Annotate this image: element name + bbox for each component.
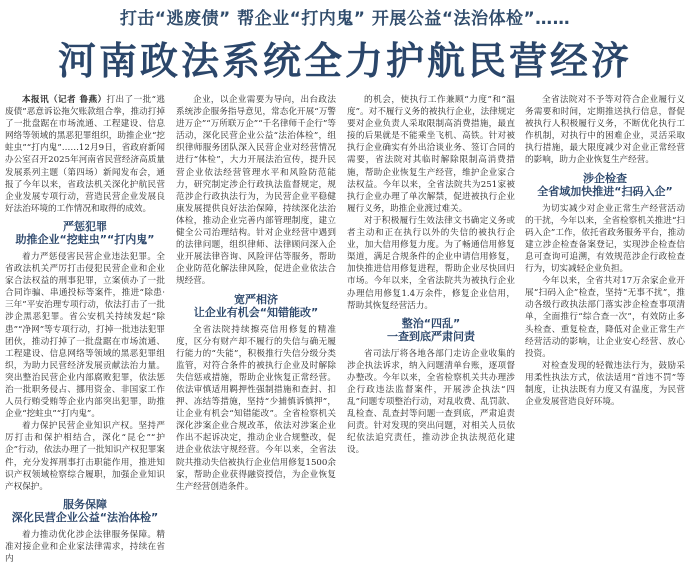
body-paragraph: 着力保护民营企业知识产权。坚持严厉打击和保护相结合，深化“昆仑”“护企”行动，依法办理了一批知识产权犯罪案件，充分发挥刑事打击职能作用，推进知识产权领域检察综合履职，加强企业知识产权保护。 [5,421,165,492]
body-paragraph: 着力严惩侵害民营企业违法犯罪。全省政法机关严厉打击侵犯民营企业和企业家合法权益的刑事犯罪，立案侦办了一批合同诈骗、串通投标等案件，推进“除患·三年”平安治理专项行动，依法打击了一批涉企黑恶犯罪。省公安机关持续发起“除患”“净网”等专项行动，打掉一批违法犯罪团伙，推动打掉了一批盘踞在市场流通、工程建设、信息网络等领域的黑恶犯罪组织，为助力民营经济发展贡献法治力量。突出整治民营企业内部腐败犯罪，依法惩治一批职务侵占、挪用资金、非国家工作人员行贿受贿等企业内部突出犯罪，助推企业“挖蛀虫”“打内鬼”。 [5,251,165,420]
section-subtitle: 全省域加快推进“扫码入企” [537,184,673,198]
section-subtitle: 一查到底严肃问责 [387,329,475,343]
body-paragraph: 的机会，使执行工作兼顾“力度”和“温度”。对不履行义务的被执行企业，法律规定要对企业负责人采取限制高消费措施，最直接的后果就是不能乘坐飞机、高铁。针对被执行企业确实有外出洽谈业务、签订合同的需要，省法院对其临时解除限制高消费措施，帮助企业恢复生产经营，维护企业家合法权益。今年以来，全省法院共为251家被执行企业办理了单次解禁，促进被执行企业履行义务，助推企业渡过难关。 [347,95,515,214]
lead-text: 打出了一批“逃废债”恶意诉讼拖欠账款组合拳，推动打掉了一批盘踞在市场流通、工程建设、信息网络等领域的黑恶犯罪组织，助推企业“挖蛀虫”“打内鬼”……12月9日，省政府新闻办公室召开2025年河南省民营经济高质量发展系列主题（第四场）新闻发布会，通报了今年以来，省政法机关深化护航民营企业发展专项行动，营造民营企业发展良好法治环境的工作情况和取得的成效。 [5,95,165,214]
headline: 河南政法系统全力护航民营经济 [57,39,632,83]
body-paragraph: 全省法院对不予等对符合企业履行义务需要和时间，定期推送执行信息，督促被执行人积极履行义务，不断优化执行工作机制，对执行中的困难企业，灵活采取执行措施，最大限度减少对企业正常经营的影响，助力企业恢复生产经营。 [525,95,685,166]
byline: 本报讯（记者 鲁燕） [22,95,107,105]
body-paragraph: 对于积极履行生效法律文书确定义务或者主动和正在执行以外的失信的被执行企业，加大信用修复力度。为了畅通信用修复渠道，满足合规条件的企业申请信用修复，加快推进信用修复进程，帮助企业尽快回归市场。今年以来，全省法院共为被执行企业办理信用修复1.4万余件，修复企业信用，帮助其恢复经营活力。 [347,215,515,311]
section-title: 服务保障 [63,497,107,511]
section-title: 整治“四乱” [401,316,461,330]
article-column-4 [525,94,685,550]
section-subtitle: 深化民营企业公益“法治体检” [11,510,159,524]
section-heading-leniency [176,293,336,320]
section-heading-crime [5,220,165,247]
section-title: 宽严相济 [234,292,278,306]
section-subtitle: 助推企业“挖蛀虫”“打内鬼” [15,232,155,246]
article-column-3 [347,94,515,550]
section-heading-service [5,498,165,525]
section-heading-rectify [347,317,515,344]
body-paragraph: 为切实减少对企业正常生产经营活动的干扰，今年以来，全省检察机关推进“扫码入企”工作，依托省政务服务平台，推动建立涉企检查备案登记，实现涉企检查信息可查询可追溯，有效规范涉企行政检查行为，切实减轻企业负担。 [525,203,685,275]
article-column-2 [176,94,336,550]
section-title: 严惩犯罪 [63,219,107,233]
section-title: 涉企检查 [583,171,627,185]
lead-paragraph [5,94,165,215]
kicker: 打击“逃废债” 帮企业“打内鬼” 开展公益“法治体检”…… [119,9,571,29]
article-column-1 [5,94,165,564]
body-paragraph: 全省法院持续擦亮信用修复的精准度，区分有财产却不履行的失信与确无履行能力的“失能”，积极推行失信分级分类监管，对符合条件的被执行企业及时解除失信惩戒措施，帮助企业恢复正常经营。依法审慎适用羁押性强制措施和查封、扣押、冻结等措施，坚持“少捕慎诉慎押”，让企业有机会“知错能改”。全省检察机关深化涉案企业合规改革，依法对涉案企业作出不起诉决定，推动企业合规整改，促进企业依法守规经营。今年以来，全省法院共推动失信被执行企业信用修复1500余家，帮助企业获得融资授信，为企业恢复生产经营创造条件。 [176,324,336,492]
section-heading-inspection [525,172,685,199]
body-paragraph: 省司法厅将各地各部门走访企业收集的涉企执法诉求，纳入问题清单台账，逐项督办整改。今年以来，全省检察机关共办理涉企行政违法监督案件，开展涉企执法“四乱”问题专项整治行动，对乱收费、乱罚款、乱检查、乱查封等问题一查到底，严肃追责问责。针对发现的突出问题，对相关人员依纪依法追究责任，推动涉企执法规范化建设。 [347,348,515,456]
body-paragraph: 对检查发现的轻微违法行为，鼓励采用柔性执法方式，依法适用“首违不罚”等制度，让执法既有力度又有温度，为民营企业发展营造良好环境。 [525,360,685,408]
body-paragraph: 着力推动优化涉企法律服务保障。精准对接企业和企业家法律需求，持续在省内 [5,529,165,564]
body-paragraph: 企业，以企业需要为导向，出台政法系统涉企服务指导意见，常态化开展“万警进万企”“万所联万企”“千名律师千企行”等活动，深化民营企业公益“法治体检”，组织律师服务团队深入民营企业对经营情况进行“体检”，大力开展法治宣传，提升民营企业依法经营管理水平和风险防范能力，研究制定涉企行政执法监督规定，规范涉企行政执法行为，为民营企业平稳健康发展提供良好法治保障，持续深化法治体检，推动企业完善内部管理制度，建立健全公司治理结构。针对企业经营中遇到的法律问题，组织律师、法律顾问深入企业开展法律咨询、风险评估等服务，帮助企业防范化解法律风险，促进企业依法合规经营。 [176,95,336,287]
body-paragraph: 今年以来，全省共对17万余家企业开展“扫码入企”检查，坚持“无事不扰”，推动各级行政执法部门落实涉企检查事项清单，全面推行“综合查一次”，有效防止多头检查、重复检查，降低对企业正常生产经营活动的影响，让企业安心经营、放心投资。 [525,276,685,359]
section-subtitle: 让企业有机会“知错能改” [193,305,319,319]
